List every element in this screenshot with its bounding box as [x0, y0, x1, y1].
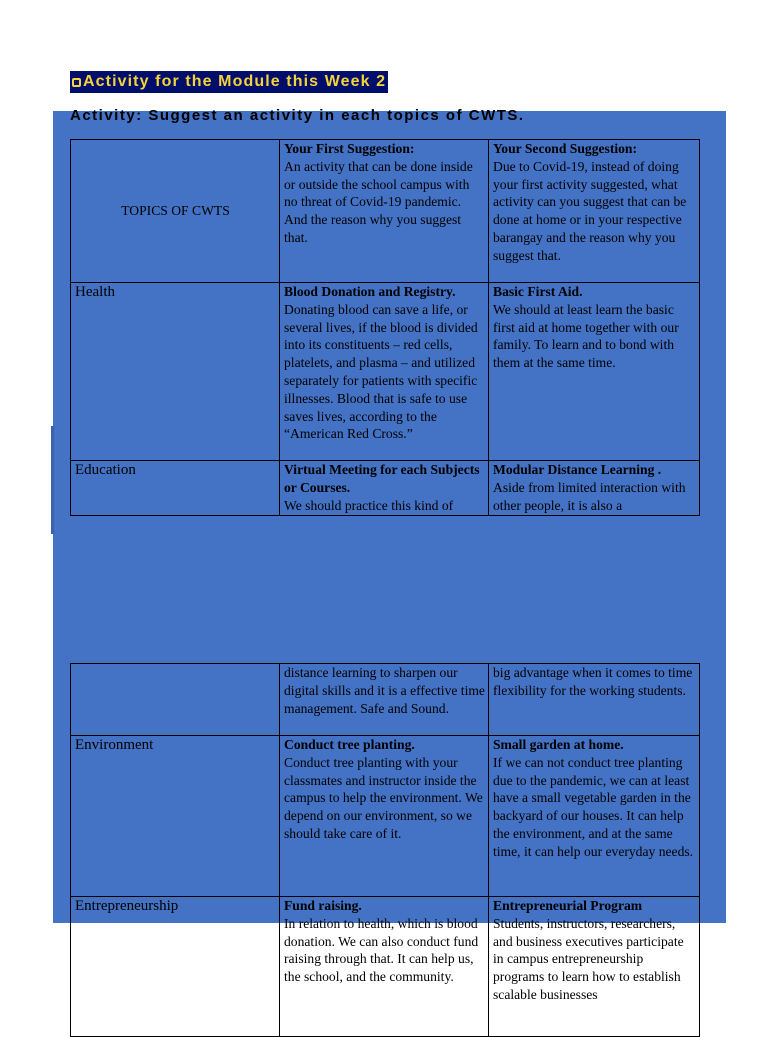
environment-second-text: If we can not conduct tree planting due to the pandemic, we can at least have a small vegetable garden in the backyard of our houses. It can help the environment, and at the same time, it can help our everyday needs.	[493, 754, 694, 859]
health-first-cell	[280, 283, 489, 461]
environment-second-title: Small garden at home.	[493, 737, 624, 752]
table-row-entrepreneurship	[71, 897, 700, 1037]
entrepreneurship-first-title: Fund raising.	[284, 898, 362, 913]
health-second-text: We should at least learn the basic first aid at home together with our family. To learn and to bond with them at the same time.	[493, 301, 679, 371]
entrepreneurship-second-title: Entrepreneurial Program	[493, 898, 643, 913]
header-first-desc: An activity that can be done inside or outside the school campus with no threat of Covid-19 pandemic. And the reason why you suggest that.	[284, 158, 473, 245]
health-second-cell	[489, 283, 700, 461]
health-second-title: Basic First Aid.	[493, 284, 583, 299]
education-topic-continued	[71, 664, 280, 736]
topic-education: Education	[71, 461, 280, 516]
cwts-table-part-2	[70, 663, 700, 1037]
education-first-text-b: distance learning to sharpen our digital skills and it is a effective time management. Safe and Sound.	[284, 665, 485, 716]
header-second-desc: Due to Covid-19, instead of doing your first activity suggested, what activity can you suggest that can be done at home or in your respective barangay and the reason why you suggest that.	[493, 158, 687, 263]
education-first-title: Virtual Meeting for each Subjects or Courses.	[284, 462, 480, 495]
education-second-text-b: big advantage when it comes to time flexibility for the working students.	[493, 665, 693, 698]
environment-first-text: Conduct tree planting with your classmates and instructor inside the campus to help the environment. We depend on our environment, so we should take care of it.	[284, 754, 483, 841]
table-header-row	[71, 140, 700, 283]
education-first-cell-b	[280, 664, 489, 736]
table-row-education-part-2	[71, 664, 700, 736]
entrepreneurship-first-text: In relation to health, which is blood donation. We can also conduct fund raising through that. It can help us, the school, and the community.	[284, 915, 479, 985]
health-first-title: Blood Donation and Registry.	[284, 284, 456, 299]
entrepreneurship-first-cell	[280, 897, 489, 1037]
cwts-table-part-1	[70, 139, 700, 516]
activity-instruction: Activity: Suggest an activity in each topics of CWTS.	[70, 107, 525, 124]
table-row-environment	[71, 736, 700, 897]
education-second-title: Modular Distance Learning .	[493, 462, 662, 477]
education-second-text-a: Aside from limited interaction with other people, it is also a	[493, 479, 686, 513]
header-second-cell	[489, 140, 700, 283]
health-first-text: Donating blood can save a life, or several lives, if the blood is divided into its constituents – red cells, platelets, and plasma – and utilized separately for patients with specific illnesses. Blood that is safe to use saves lives, according to the “American Red Cross.”	[284, 301, 478, 442]
header-first-cell	[280, 140, 489, 283]
header-topics-cell	[71, 140, 280, 283]
topic-entrepreneurship: Entrepreneurship	[71, 897, 280, 1037]
education-second-cell-a	[489, 461, 700, 516]
bullet-icon	[72, 78, 81, 87]
header-first-title: Your First Suggestion:	[284, 141, 415, 156]
entrepreneurship-second-cell	[489, 897, 700, 1037]
header-second-title: Your Second Suggestion:	[493, 141, 638, 156]
module-heading	[70, 71, 388, 93]
table-row-health	[71, 283, 700, 461]
entrepreneurship-second-text: Students, instructors, researchers, and business executives participate in campus entrepreneurship programs to learn how to establish scalable businesses	[493, 915, 684, 1002]
blue-overlay-edge	[51, 426, 54, 534]
table-row-education-part-1	[71, 461, 700, 516]
topic-health: Health	[71, 283, 280, 461]
environment-first-title: Conduct tree planting.	[284, 737, 415, 752]
education-first-text-a: We should practice this kind of	[284, 497, 454, 513]
module-heading-text: Activity for the Module this Week 2	[83, 73, 387, 90]
topic-environment: Environment	[71, 736, 280, 897]
header-topics-label: TOPICS OF CWTS	[121, 203, 230, 219]
education-second-cell-b	[489, 664, 700, 736]
environment-first-cell	[280, 736, 489, 897]
environment-second-cell	[489, 736, 700, 897]
education-first-cell-a	[280, 461, 489, 516]
